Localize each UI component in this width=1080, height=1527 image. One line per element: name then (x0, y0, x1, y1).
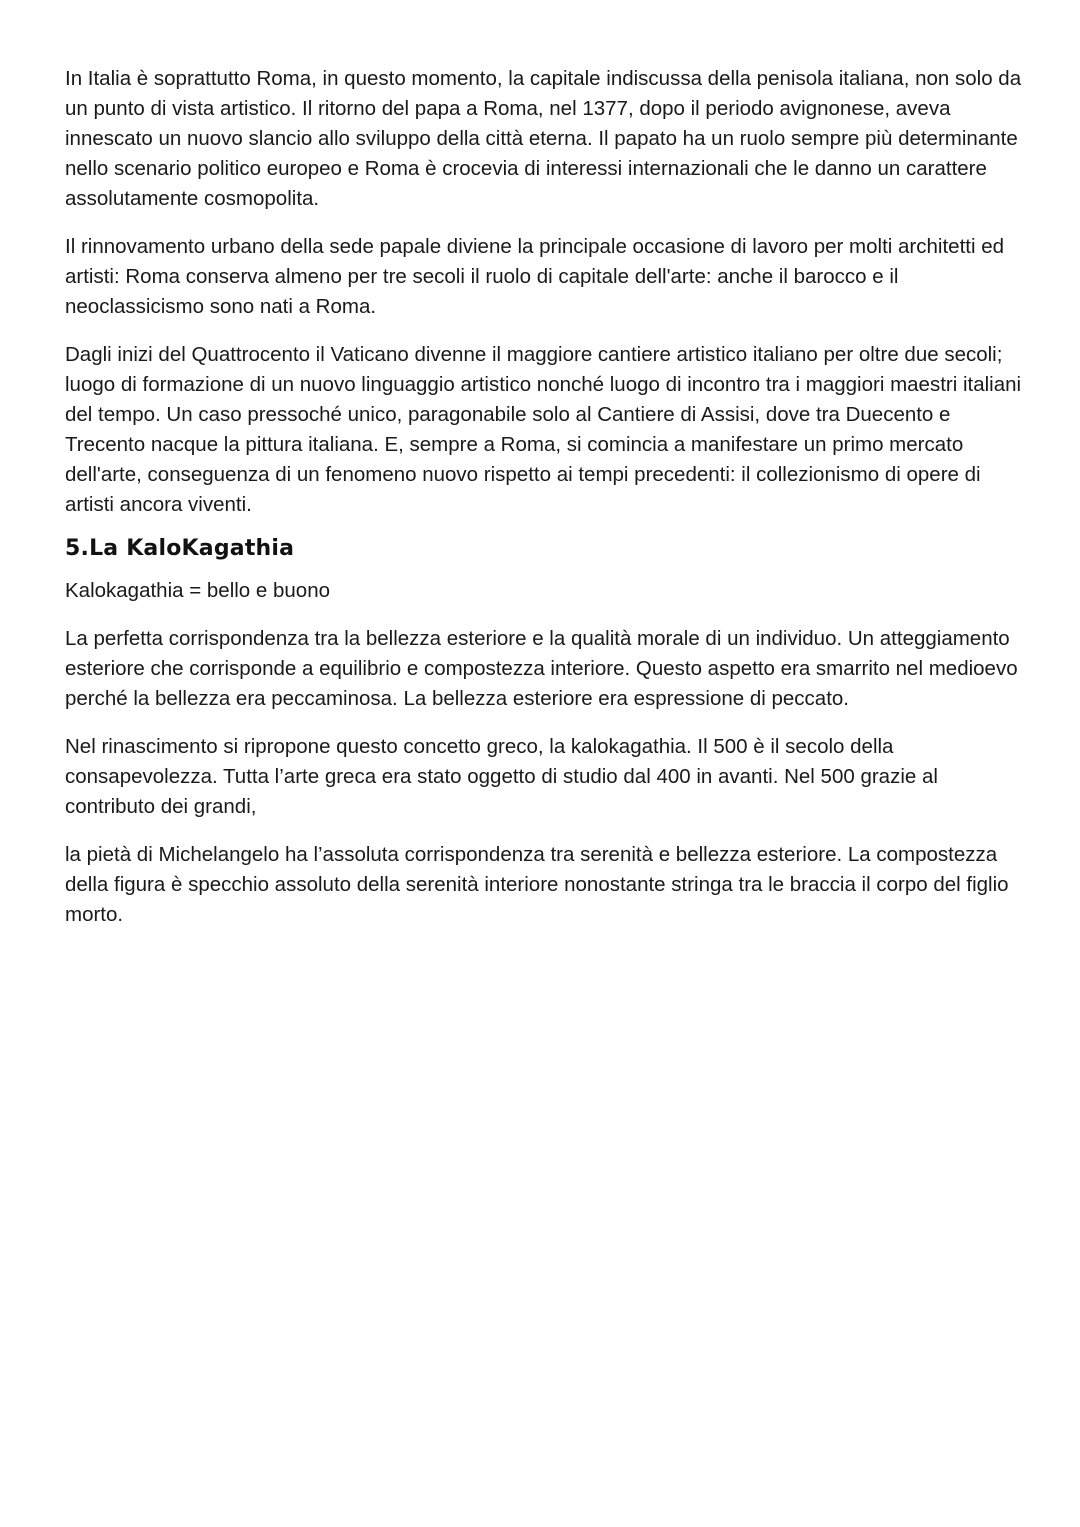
paragraph-pieta: la pietà di Michelangelo ha l’assoluta corrispondenza tra serenità e bellezza esteriore. La compostezza della figura è specchio assoluto della serenità interiore nonostante stringa tra le braccia il corpo del figlio morto. (65, 843, 1009, 926)
paragraph-renaissance: Nel rinascimento si ripropone questo concetto greco, la kalokagathia. Il 500 è il secolo della consapevolezza. Tutta l’arte greca era stato oggetto di studio dal 400 in avanti. Nel 500 grazie al contributo dei grandi, (65, 735, 938, 818)
paragraph-rome-capital: In Italia è soprattutto Roma, in questo momento, la capitale indiscussa della penisola italiana, non solo da un punto di vista artistico. Il ritorno del papa a Roma, nel 1377, dopo il periodo avignonese, aveva innescato un nuovo slancio allo sviluppo della città eterna. Il papato ha un ruolo sempre più determinante nello scenario politico europeo e Roma è crocevia di interessi internazionali che le danno un carattere assolutamente cosmopolita. (65, 67, 1022, 210)
document-page (65, 64, 1025, 948)
paragraph-vatican-workshop: Dagli inizi del Quattrocento il Vaticano divenne il maggiore cantiere artistico italiano per oltre due secoli; luogo di formazione di un nuovo linguaggio artistico nonché luogo di incontro tra i maggiori maestri italiani del tempo. Un caso pressoché unico, paragonabile solo al Cantiere di Assisi, dove tra Duecento e Trecento nacque la pittura italiana. E, sempre a Roma, si comincia a manifestare un primo mercato dell'arte, conseguenza di un fenomeno nuovo rispetto ai tempi precedenti: il collezionismo di opere di artisti ancora viventi. (65, 343, 1022, 516)
paragraph-definition: Kalokagathia = bello e buono (65, 579, 331, 602)
paragraph-urban-renewal: Il rinnovamento urbano della sede papale diviene la principale occasione di lavoro per molti architetti ed artisti: Roma conserva almeno per tre secoli il ruolo di capitale dell'arte: anche il barocco e il neoclassicismo sono nati a Roma. (65, 235, 1005, 318)
section-heading: 5.La KaloKagathia (65, 536, 295, 561)
paragraph-correspondence: La perfetta corrispondenza tra la bellezza esteriore e la qualità morale di un individuo. Un atteggiamento esteriore che corrisponde a equilibrio e compostezza interiore. Questo aspetto era smarrito nel medioevo perché la bellezza era peccaminosa. La bellezza esteriore era espressione di peccato. (65, 627, 1018, 710)
